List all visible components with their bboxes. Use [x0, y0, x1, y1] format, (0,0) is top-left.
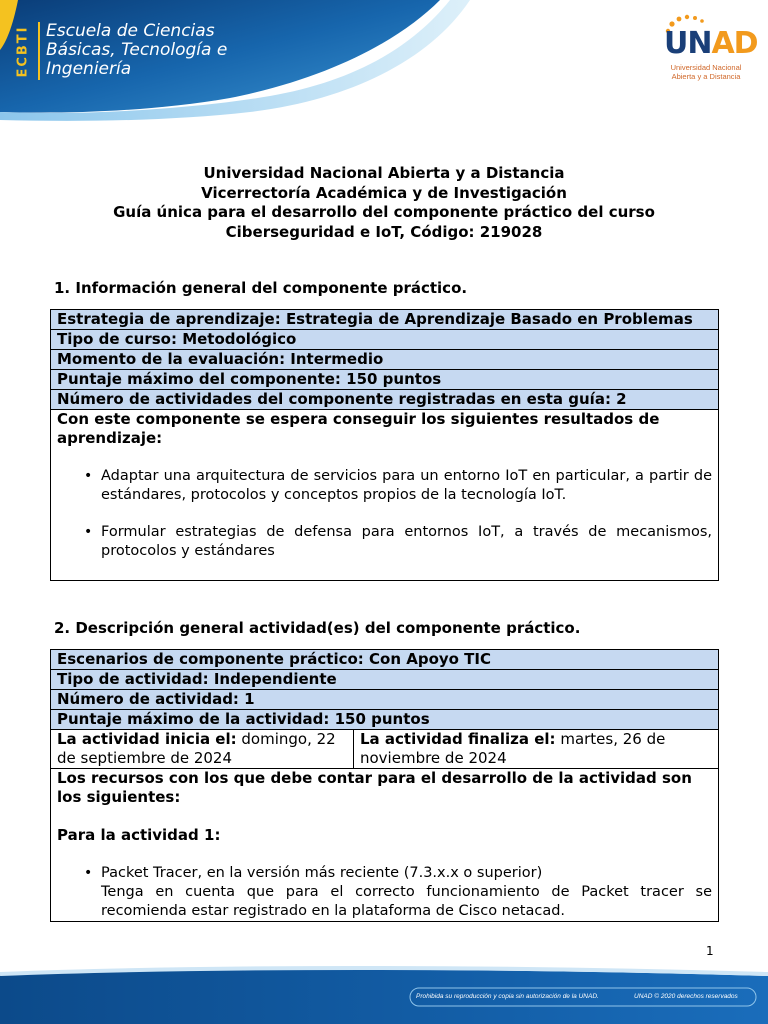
- list-item: • Formular estrategias de defensa para entornos IoT, a través de mecanismos, protocolos y estándares: [79, 523, 712, 561]
- table-row: Puntaje máximo del componente: 150 puntos: [51, 370, 719, 390]
- ecbti-label: ECBTI: [15, 24, 31, 78]
- table-row: Estrategia de aprendizaje: Estrategia de Aprendizaje Basado en Problemas: [51, 310, 719, 330]
- table-row: Tipo de curso: Metodológico: [51, 330, 719, 350]
- activity-end-cell: La actividad finaliza el: martes, 26 de noviembre de 2024: [354, 730, 719, 769]
- school-name: Escuela de Ciencias Básicas, Tecnología e Ingeniería: [46, 21, 228, 79]
- general-info-table: [50, 309, 719, 581]
- table-row: Escenarios de componente práctico: Con Apoyo TIC: [51, 650, 719, 670]
- learning-outcomes-cell: [51, 410, 719, 581]
- table-row: Puntaje máximo de la actividad: 150 puntos: [51, 710, 719, 730]
- outcomes-intro: Con este componente se espera conseguir los siguientes resultados de aprendizaje:: [57, 410, 660, 447]
- resources-list: [57, 864, 712, 921]
- list-item: • Packet Tracer, en la versión más reciente (7.3.x.x o superior) Tenga en cuenta que para el correcto funcionamiento de Packet tracer se recomienda estar registrado en la plataforma de Cisco netacad.: [79, 864, 712, 921]
- footer-copyright: UNAD © 2020 derechos reservados: [634, 993, 738, 1000]
- list-item: • Adaptar una arquitectura de servicios para un entorno IoT en particular, a partir de estándares, protocolos y conceptos propios de la tecnología IoT.: [79, 467, 712, 505]
- activity-info-table: [50, 649, 719, 922]
- table-row: Número de actividad: 1: [51, 690, 719, 710]
- unad-logo-subtitle: Universidad Nacional Abierta y a Distancia: [670, 63, 742, 81]
- outcomes-list: [57, 467, 712, 561]
- document-title: Universidad Nacional Abierta y a Distancia Vicerrectoría Académica y de Investigación Guía única para el desarrollo del componente práctico del curso Ciberseguridad e IoT, Código: 219028: [113, 164, 655, 241]
- footer-notice: Prohibida su reproducción y copia sin autorización de la UNAD.: [416, 993, 599, 1000]
- table-row: Momento de la evaluación: Intermedio: [51, 350, 719, 370]
- ecbti-divider: [38, 22, 40, 80]
- unad-logo-wordmark: UNAD: [664, 26, 758, 61]
- table-row: Tipo de actividad: Independiente: [51, 670, 719, 690]
- resources-cell: [51, 769, 719, 922]
- section-2-heading: 2. Descripción general actividad(es) del componente práctico.: [54, 619, 581, 637]
- activity-1-heading: Para la actividad 1:: [57, 826, 221, 844]
- activity-start-cell: La actividad inicia el: domingo, 22 de septiembre de 2024: [51, 730, 354, 769]
- resources-intro: Los recursos con los que debe contar para el desarrollo de la actividad son los siguientes:: [57, 769, 692, 806]
- page-number: 1: [706, 944, 714, 958]
- section-1-heading: 1. Información general del componente práctico.: [54, 279, 468, 297]
- table-row: Número de actividades del componente registradas en esta guía: 2: [51, 390, 719, 410]
- header-banner: [0, 0, 768, 125]
